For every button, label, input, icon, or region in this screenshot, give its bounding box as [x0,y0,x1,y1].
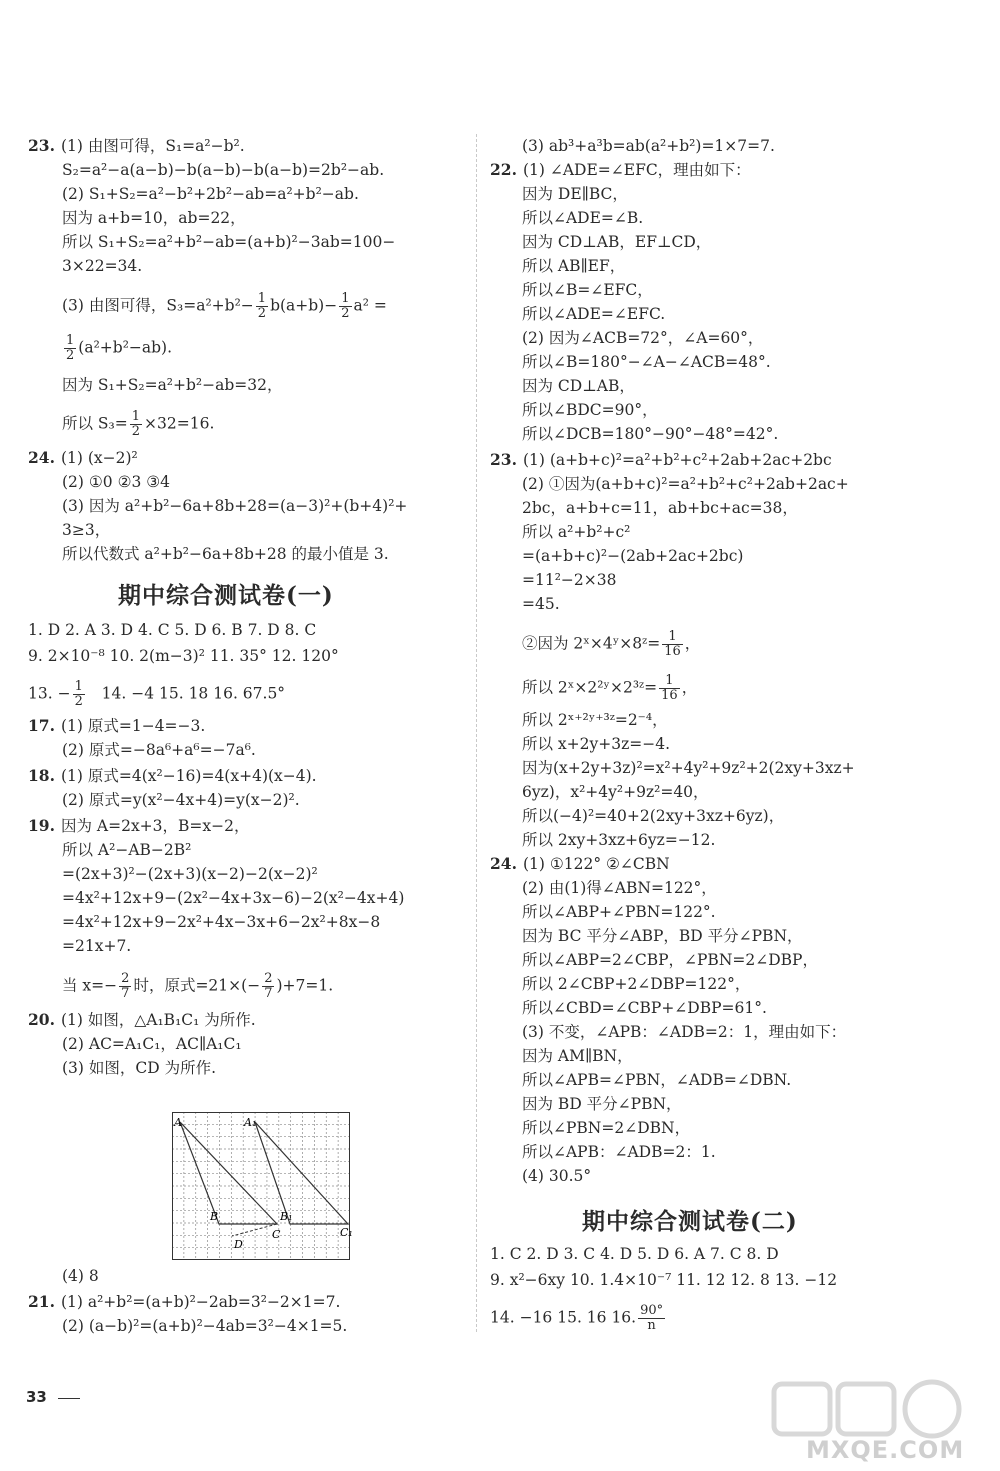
q23-line7: (3) 由图可得，S₃=a²+b²− $\frac{1}{2}$ b(a+b)− $\frac{1}{2}$ a² = [62,291,387,321]
q17-line2: (2) 原式=−8a⁶+a⁶=−7a⁶. [62,741,256,759]
q19-line7: 当 x=− $\frac{2}{7}$ 时，原式=21×(− $\frac{2}{7}$ )+7=1. [62,971,334,1001]
q23-line6: 3×22=34. [62,257,143,275]
watermark-logo-icon [772,1378,968,1438]
q24-line5: 所以代数式 a²+b²−6a+8b+28 的最小值是 3. [62,545,389,563]
label-b: B [210,1210,219,1223]
answers-row2: 9. 2×10⁻⁸ 10. 2(m−3)² 11. 35° 12. 120° [28,647,339,665]
answers2-row2: 9. x²−6xy 10. 1.4×10⁻⁷ 11. 12 12. 8 13. −12 [490,1271,838,1289]
fraction-half: $\frac{1}{2}$ [257,291,267,321]
q21-line2: (2) (a−b)²=(a+b)²−4ab=3²−4×1=5. [62,1317,348,1335]
q23r-line13: 6yz)，x²+4y²+9z²=40， [522,783,709,801]
q20-line2: (2) AC=A₁C₁，AC∥A₁C₁ [62,1035,242,1053]
q20-line1: 20. (1) 如图，△A₁B₁C₁ 为所作. [28,1010,256,1029]
q23r-line8: ②因为 2ˣ×4ʸ×8ᶻ= $\frac{1}{16}$ ， [522,629,701,659]
q23r-line9: 所以 2ˣ×2²ʸ×2³ᶻ= $\frac{1}{16}$ ， [522,673,698,703]
segment-cd [232,1224,277,1236]
q24r-line6: 所以 2∠CBP+2∠DBP=122°， [522,975,751,993]
q22-line2: 因为 DE∥BC， [522,185,628,203]
label-a: A [174,1116,182,1129]
q24r-line11: 因为 BD 平分∠PBN， [522,1095,682,1113]
fraction-90-over-n: $\frac{90^\circ}{n}$ [640,1303,664,1333]
q24r-line1: 24. (1) ①122° ②∠CBN [490,854,670,873]
section-title-midterm-1: 期中综合测试卷(一) [118,582,334,609]
label-a1: A₁ [244,1116,257,1129]
q24-line4: 3≥3， [62,521,111,539]
fraction-half: $\frac{1}{2}$ [341,291,350,321]
q24-line3: (3) 因为 a²+b²−6a+8b+28=(a−3)²+(b+4)²+ [62,497,408,515]
q18-line1: 18. (1) 原式=4(x²−16)=4(x+4)(x−4). [28,766,317,785]
q23r-line6: =11²−2×38 [522,571,617,589]
label-c1: C₁ [340,1226,353,1239]
triangle-abc [180,1122,277,1224]
q19-line5: =4x²+12x+9−2x²+4x−3x+6−2x²+8x−8 [62,913,381,931]
q23r-line3: 2bc，a+b+c=11，ab+bc+ac=38， [522,499,798,517]
q20-line3: (3) 如图，CD 为所作. [62,1059,217,1077]
q22-line1: 22. (1) ∠ADE=∠EFC，理由如下： [490,160,751,179]
q22-line12: 所以∠DCB=180°−90°−48°=42°. [522,425,779,443]
q22-line9: 所以∠B=180°−∠A−∠ACB=48°. [522,353,771,371]
q24r-line9: 因为 AM∥BN， [522,1047,633,1065]
fraction-one-sixteenth: $\frac{1}{16}$ [661,673,678,703]
watermark-text: MXQE.COM [806,1436,965,1464]
q24-line2: (2) ①0 ②3 ③4 [62,473,171,491]
q22-line7: 所以∠ADE=∠EFC. [522,305,666,323]
q22-line11: 所以∠BDC=90°， [522,401,658,419]
q24r-line13: 所以∠APB：∠ADB=2：1. [522,1143,716,1161]
answers2-row3: 14. −16 15. 16 16. $\frac{90^\circ}{n}$ [490,1303,664,1333]
q24r-line3: 所以∠ABP+∠PBN=122°. [522,903,716,921]
q22-line8: (2) 因为∠ACB=72°，∠A=60°， [522,329,764,347]
q19-line4: =4x²+12x+9−(2x²−4x+3x−6)−2(x²−4x+4) [62,889,405,907]
q23-line3: (2) S₁+S₂=a²−b²+2b²−ab=a²+b²−ab. [62,185,359,203]
q23r-line11: 所以 x+2y+3z=−4. [522,735,671,753]
q23r-line15: 所以 2xy+3xz+6yz=−12. [522,831,716,849]
q22-line3: 所以∠ADE=∠B. [522,209,644,227]
q24-line1: 24. (1) (x−2)² [28,448,138,467]
q23r-line5: =(a+b+c)²−(2ab+2ac+2bc) [522,547,744,565]
answers2-row1: 1. C 2. D 3. C 4. D 5. D 6. A 7. C 8. D [490,1245,779,1263]
page-number-rule [58,1398,80,1399]
q23r-line10: 所以 2ˣ⁺²ʸ⁺³ᶻ=2⁻⁴， [522,711,668,729]
q24r-line4: 因为 BC 平分∠ABP，BD 平分∠PBN， [522,927,803,945]
q23r-line4: 所以 a²+b²+c² [522,523,631,541]
fraction-half: $\frac{1}{2}$ [66,333,75,363]
label-b1: B₁ [280,1210,293,1223]
q21-line1: 21. (1) a²+b²=(a+b)²−2ab=3²−2×1=7. [28,1292,341,1311]
q23r-line2: (2) ①因为(a+b+c)²=a²+b²+c²+2ab+2ac+ [522,475,849,493]
q19-line2: 所以 A²−AB−2B² [62,841,192,859]
q19-line6: =21x+7. [62,937,132,955]
q23-line4: 因为 a+b=10，ab=22， [62,209,246,227]
q24r-line2: (2) 由(1)得∠ABN=122°， [522,879,717,897]
fraction-half: $\frac{1}{2}$ [74,679,83,709]
q23-line8: $\frac{1}{2}$ (a²+b²−ab). [66,333,173,363]
q23r-line1: 23. (1) (a+b+c)²=a²+b²+c²+2ab+2ac+2bc [490,450,832,469]
q24r-line7: 所以∠CBD=∠CBP+∠DBP=61°. [522,999,767,1017]
q23-line1: 23. (1) 由图可得，S₁=a²−b². [28,136,245,155]
q23r-line14: 所以(−4)²=40+2(2xy+3xz+6yz)， [522,807,785,825]
q24r-line14: (4) 30.5° [522,1167,592,1185]
q24r-line10: 所以∠APB=∠PBN，∠ADB=∠DBN. [522,1071,792,1089]
grid-figure [172,1112,353,1260]
triangle-a1b1c1 [255,1122,348,1224]
answers-row3: 13. − $\frac{1}{2}$ 14. −4 15. 18 16. 67.5° [28,679,286,709]
q22-line10: 因为 CD⊥AB， [522,377,635,395]
q23-line5: 所以 S₁+S₂=a²+b²−ab=(a+b)²−3ab=100− [62,233,396,251]
q22-line5: 所以 AB∥EF， [522,257,626,275]
q23-line2: S₂=a²−a(a−b)−b(a−b)−b(a−b)=2b²−ab. [62,161,385,179]
q20-line4: (4) 8 [62,1267,99,1285]
q19-line3: =(2x+3)²−(2x+3)(x−2)−2(x−2)² [62,865,318,883]
fraction-two-sevenths: $\frac{2}{7}$ [264,971,273,1001]
q23-line9: 因为 S₁+S₂=a²+b²−ab=32， [62,376,283,394]
answers-row1: 1. D 2. A 3. D 4. C 5. D 6. B 7. D 8. C [28,621,317,639]
q17-line1: 17. (1) 原式=1−4=−3. [28,716,206,735]
q24r-line8: (3) 不变，∠APB：∠ADB=2：1，理由如下： [522,1023,847,1041]
section-title-midterm-2: 期中综合测试卷(二) [582,1208,798,1235]
r-line0: (3) ab³+a³b=ab(a²+b²)=1×7=7. [522,137,775,155]
q24r-line12: 所以∠PBN=2∠DBN， [522,1119,691,1137]
q18-line2: (2) 原式=y(x²−4x+4)=y(x−2)². [62,791,300,809]
grid-lines [172,1112,350,1260]
fraction-two-sevenths: $\frac{2}{7}$ [121,971,130,1001]
q23r-line7: =45. [522,595,560,613]
label-c: C [272,1228,281,1241]
q23-line10: 所以 S₃= $\frac{1}{2}$ ×32=16. [62,409,215,439]
page-number: 33 [26,1388,47,1406]
label-d: D [234,1238,243,1251]
q23r-line12: 因为(x+2y+3z)²=x²+4y²+9z²+2(2xy+3xz+ [522,759,855,777]
q19-line1: 19. 因为 A=2x+3，B=x−2， [28,816,250,835]
fraction-half: $\frac{1}{2}$ [131,409,141,439]
q22-line4: 因为 CD⊥AB，EF⊥CD， [522,233,712,251]
fraction-one-sixteenth: $\frac{1}{16}$ [664,629,681,659]
q22-line6: 所以∠B=∠EFC， [522,281,653,299]
column-divider [476,134,477,1332]
q24r-line5: 所以∠ABP=2∠CBP，∠PBN=2∠DBP， [522,951,818,969]
